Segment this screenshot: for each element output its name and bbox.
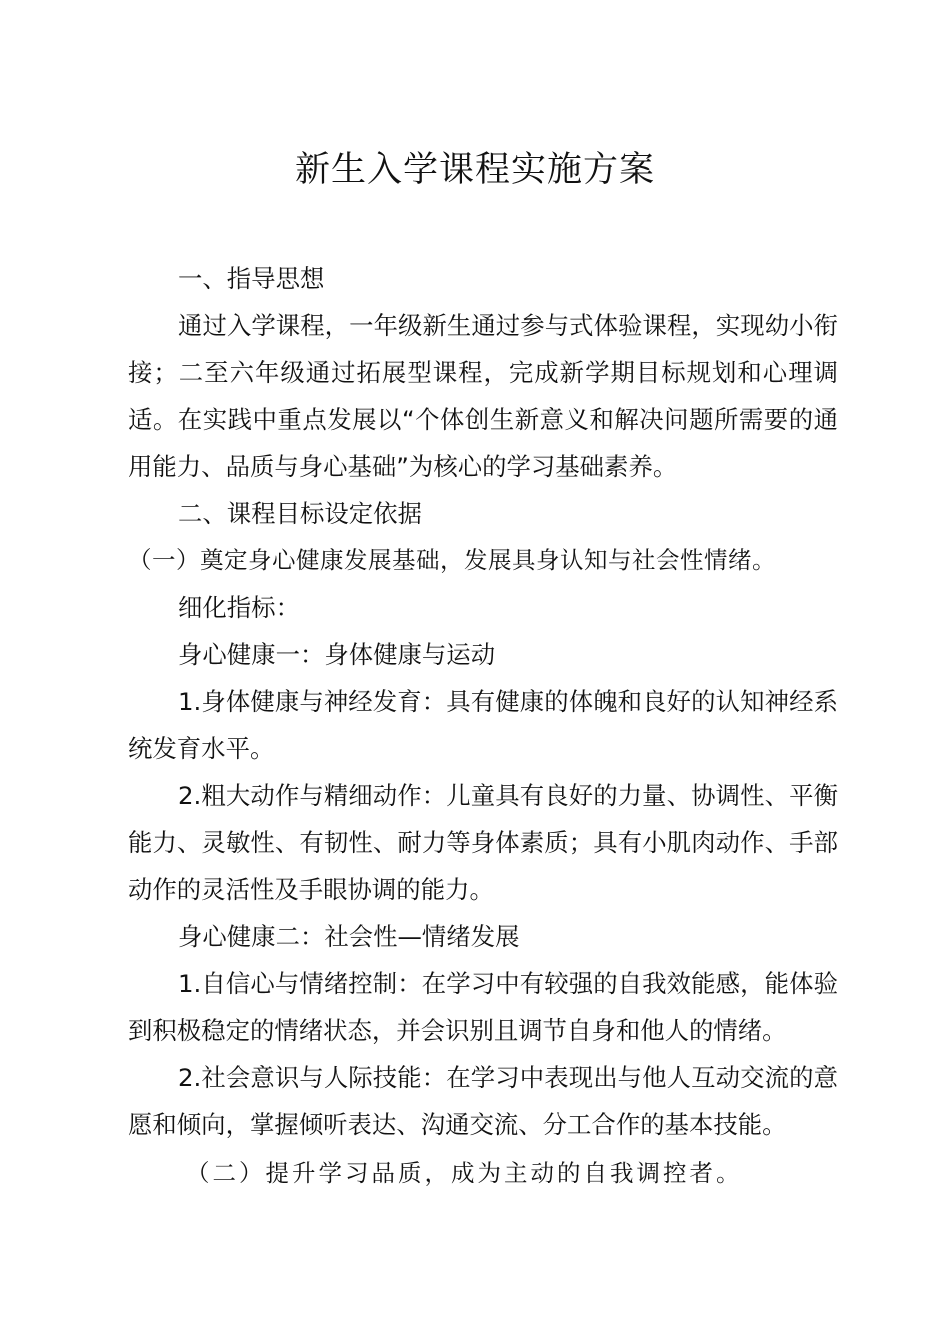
- paragraph-guiding-ideology: 通过入学课程，一年级新生通过参与式体验课程，实现幼小衔接；二至六年级通过拓展型课程，完成新学期目标规划和心理调适。在实践中重点发展以“个体创生新意义和解决问题所需要的通用能力、品质与身心基础”为核心的学习基础素养。: [128, 311, 838, 481]
- subsection-heading-two: （二）提升学习品质，成为主动的自我调控者。: [186, 1159, 743, 1187]
- health-category-two: 身心健康二：社会性—情绪发展: [178, 922, 520, 951]
- section-heading-course-objectives: 二、课程目标设定依据: [178, 499, 422, 528]
- detail-indicators-label: 细化指标：: [178, 593, 300, 622]
- subsection-heading-one: （一）奠定身心健康发展基础，发展具身认知与社会性情绪。: [128, 546, 776, 574]
- document-body: [128, 255, 838, 1197]
- list-item-motor-skills: 2.粗大动作与精细动作：儿童具有良好的力量、协调性、平衡能力、灵敏性、有韧性、耐力等身体素质；具有小肌肉动作、手部动作的灵活性及手眼协调的能力。: [128, 781, 838, 904]
- health-category-one: 身心健康一：身体健康与运动: [178, 640, 496, 669]
- document-title: 新生入学课程实施方案: [294, 150, 655, 190]
- list-item-neural-development: 1.身体健康与神经发育：具有健康的体魄和良好的认知神经系统发育水平。: [128, 687, 838, 763]
- list-item-emotional-control: 1.自信心与情绪控制：在学习中有较强的自我效能感，能体验到积极稳定的情绪状态，并会识别且调节自身和他人的情绪。: [128, 969, 838, 1045]
- section-heading-guiding-ideology: 一、指导思想: [178, 264, 325, 293]
- list-item-social-skills: 2.社会意识与人际技能：在学习中表现出与他人互动交流的意愿和倾向，掌握倾听表达、沟通交流、分工合作的基本技能。: [128, 1063, 838, 1139]
